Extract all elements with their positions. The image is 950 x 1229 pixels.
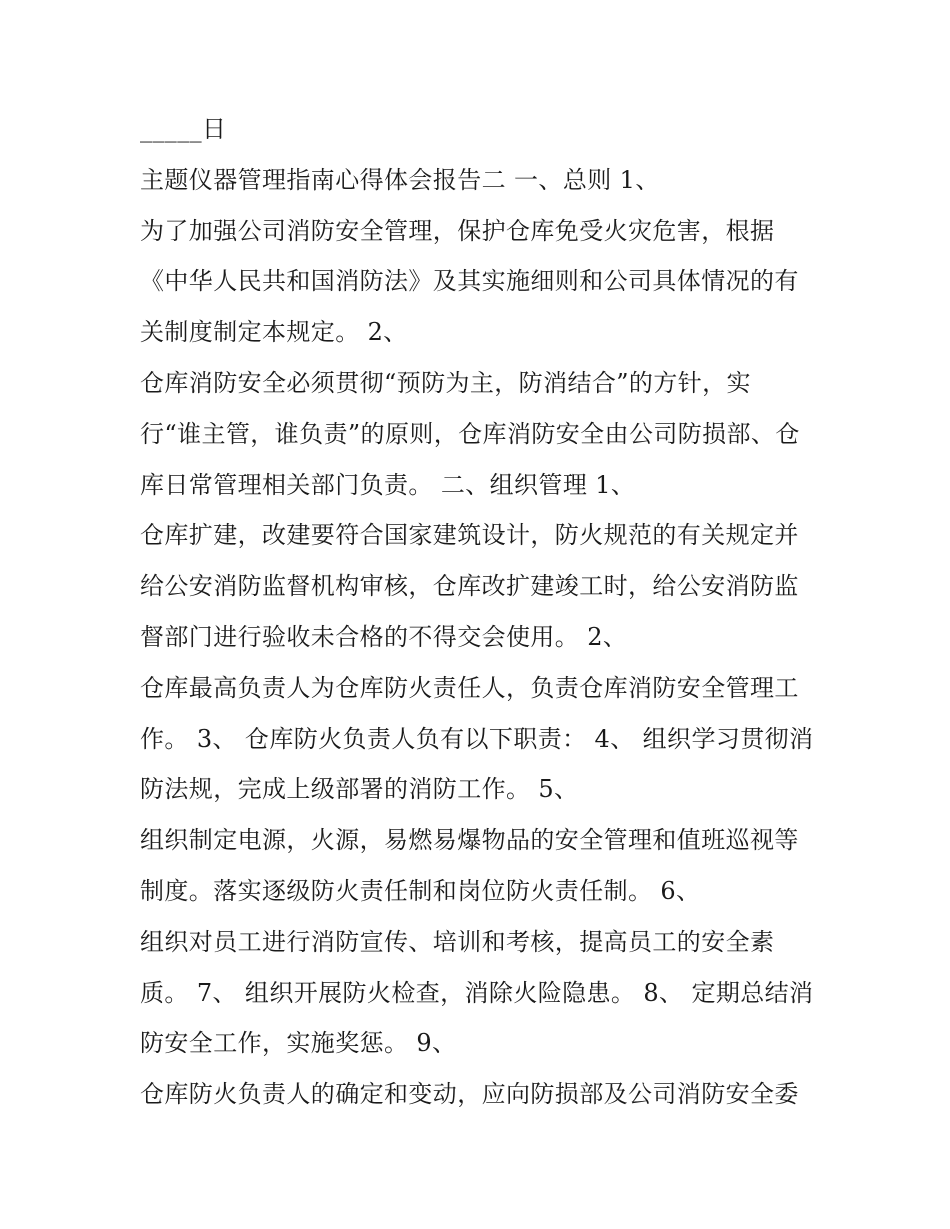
body-line: 给公安消防监督机构审核，仓库改扩建竣工时，给公安消防监 [140, 572, 799, 601]
body-line: 行“谁主管，谁负责”的原则，仓库消防安全由公司防损部、仓 [140, 419, 800, 448]
body-line: 为了加强公司消防安全管理，保护仓库免受火灾危害，根据 [140, 216, 775, 245]
date-line: _____日 [140, 115, 227, 143]
body-line: 制度。落实逐级防火责任制和岗位防火责任制。 6、 [140, 876, 701, 905]
body-line: 仓库防火负责人的确定和变动，应向防损部及公司消防安全委 [140, 1080, 799, 1109]
body-line: 督部门进行验收未合格的不得交会使用。 2、 [140, 622, 628, 651]
body-line: 仓库扩建，改建要符合国家建筑设计，防火规范的有关规定并 [140, 521, 799, 550]
body-line: 防安全工作，实施奖惩。 9、 [140, 1029, 457, 1058]
body-line: 质。 7、 组织开展防火检查，消除火险隐患。 8、 定期总结消 [140, 978, 814, 1007]
body-line: 作。 3、 仓库防火负责人负有以下职责： 4、 组织学习贯彻消 [140, 724, 814, 753]
body-line: 组织对员工进行消防宣传、培训和考核，提高员工的安全素 [140, 927, 775, 956]
body-line: 组织制定电源，火源，易燃易爆物品的安全管理和值班巡视等 [140, 826, 799, 855]
document-body [140, 104, 820, 1120]
title-line: 主题仪器管理指南心得体会报告二 一、总则 1、 [140, 165, 660, 194]
body-line: 仓库消防安全必须贯彻“预防为主，防消结合”的方针，实 [140, 368, 751, 397]
body-line: 库日常管理相关部门负责。 二、组织管理 1、 [140, 470, 636, 499]
body-line: 《中华人民共和国消防法》及其实施细则和公司具体情况的有 [140, 267, 799, 296]
body-line: 关制度制定本规定。 2、 [140, 318, 408, 347]
body-line: 仓库最高负责人为仓库防火责任人，负责仓库消防安全管理工 [140, 673, 799, 702]
body-line: 防法规，完成上级部署的消防工作。 5、 [140, 775, 579, 804]
